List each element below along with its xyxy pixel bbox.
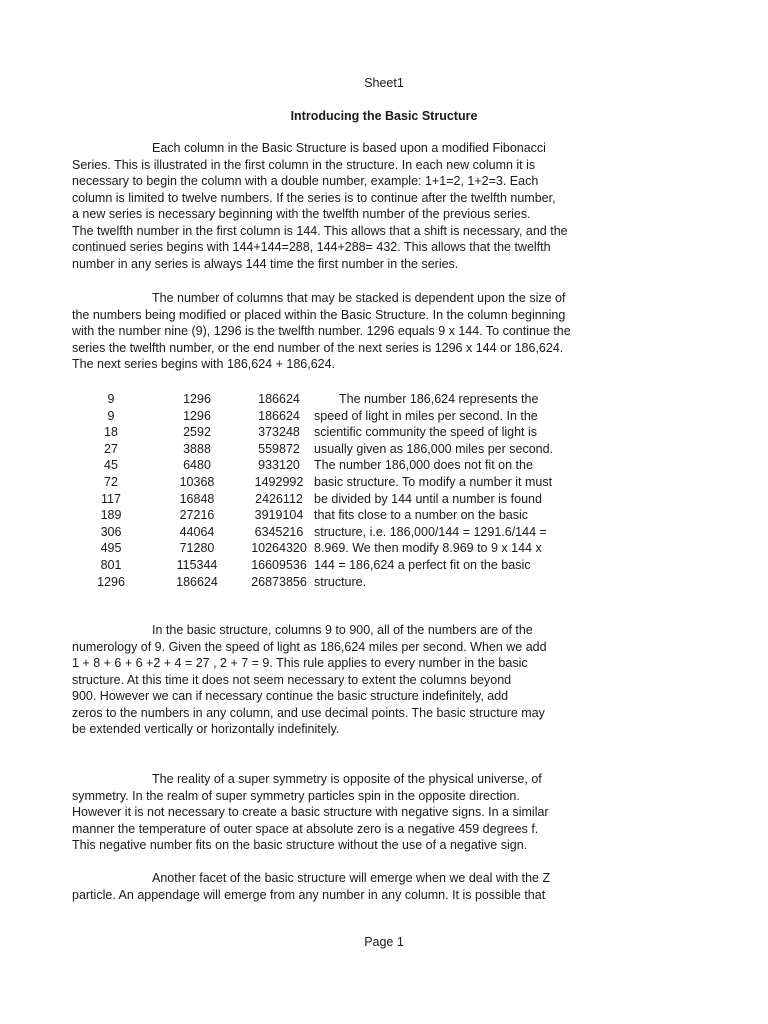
text-line: numerology of 9. Given the speed of light as 186,624 miles per second. When we add <box>72 639 547 654</box>
note-line: speed of light in miles per second. In the <box>314 408 538 423</box>
text-line: zeros to the numbers in any column, and use decimal points. The basic structure may <box>72 705 545 720</box>
table-cell: 45 <box>104 458 118 473</box>
sheet-label: Sheet1 <box>364 76 404 90</box>
text-line: necessary to begin the column with a double number, example: 1+1=2, 1+2=3. Each <box>72 174 539 188</box>
table-cell: 10264320 <box>251 541 307 556</box>
table-cell: 27216 <box>179 508 215 523</box>
text-line: In the basic structure, columns 9 to 900, all of the numbers are of the <box>152 623 533 637</box>
table-cell: 559872 <box>258 441 300 456</box>
text-line: However it is not necessary to create a basic structure with negative signs. In a similar <box>72 805 549 819</box>
note-line: structure. <box>314 574 367 589</box>
table-cell: 71280 <box>179 541 215 556</box>
text-line: 1 + 8 + 6 + 6 +2 + 4 = 27 , 2 + 7 = 9. This rule applies to every number in the basic <box>72 656 528 670</box>
text-line: particle. An appendage will emerge from any number in any column. It is possible that <box>72 887 546 902</box>
note-line: The number 186,624 represents the <box>339 392 539 406</box>
paragraph-numerology <box>72 622 602 738</box>
table-cell: 2426112 <box>255 491 303 506</box>
page-number: Page 1 <box>364 935 404 949</box>
text-line: with the number nine (9), 1296 is the twelfth number. 1296 equals 9 x 144. To continue the <box>72 324 571 338</box>
table-cell: 117 <box>101 491 121 506</box>
table-cell: 186624 <box>258 408 300 423</box>
table-cell: 6480 <box>183 458 211 473</box>
note-line: 144 = 186,624 a perfect fit on the basic <box>314 557 531 572</box>
table-cell: 44064 <box>179 524 215 539</box>
text-line: a new series is necessary beginning with the twelfth number of the previous series. <box>72 207 531 221</box>
text-line: column is limited to twelve numbers. If the series is to continue after the twelfth number, <box>72 190 556 205</box>
text-line: the numbers being modified or placed within the Basic Structure. In the column beginning <box>72 307 566 322</box>
table-cell: 3888 <box>183 441 211 456</box>
paragraph-fibonacci-intro <box>72 140 602 272</box>
text-line: Another facet of the basic structure will emerge when we deal with the Z <box>152 871 551 885</box>
text-line: The twelfth number in the first column is 144. This allows that a shift is necessary, and the <box>72 223 568 238</box>
table-cell: 186624 <box>176 574 218 589</box>
table-cell: 26873856 <box>251 574 307 589</box>
note-line: usually given as 186,000 miles per second. <box>314 441 554 456</box>
table-cell: 373248 <box>258 425 300 440</box>
note-line: 8.969. We then modify 8.969 to 9 x 144 x <box>314 541 542 556</box>
table-cell: 1492992 <box>254 474 304 489</box>
table-cell: 9 <box>107 408 115 423</box>
table-cell: 801 <box>100 557 122 572</box>
note-line: structure, i.e. 186,000/144 = 1291.6/144 = <box>314 524 547 539</box>
text-line: The next series begins with 186,624 + 186,624. <box>72 357 336 371</box>
note-line: be divided by 144 until a number is found <box>314 491 542 506</box>
text-line: number in any series is always 144 time the first number in the series. <box>72 256 459 271</box>
text-line: Series. This is illustrated in the first column in the structure. In each new column it is <box>72 157 536 172</box>
table-cell: 495 <box>100 541 122 556</box>
table-cell: 306 <box>100 524 122 539</box>
table-cell: 189 <box>100 508 122 523</box>
text-line: manner the temperature of outer space at absolute zero is a negative 459 degrees f. <box>72 821 539 836</box>
note-line: The number 186,000 does not fit on the <box>314 458 533 473</box>
table-cell: 27 <box>104 441 118 456</box>
speed-of-light-note <box>314 391 574 590</box>
table-cell: 115344 <box>176 557 218 572</box>
note-line: basic structure. To modify a number it must <box>314 474 553 489</box>
text-line: be extended vertically or horizontally indefinitely. <box>72 722 340 736</box>
text-line: structure. At this time it does not seem necessary to extent the columns beyond <box>72 672 512 687</box>
table-cell: 3919104 <box>254 508 304 523</box>
table-cell: 16609536 <box>251 557 307 572</box>
paragraph-columns-stacked <box>72 290 602 373</box>
text-line: Each column in the Basic Structure is based upon a modified Fibonacci <box>152 141 546 155</box>
table-cell: 9 <box>107 392 115 406</box>
table-cell: 18 <box>104 425 118 440</box>
text-line: The number of columns that may be stacked is dependent upon the size of <box>152 291 566 305</box>
paragraph-z-particle <box>72 870 602 903</box>
paragraph-super-symmetry <box>72 771 602 854</box>
text-line: continued series begins with 144+144=288, 144+288= 432. This allows that the twelfth <box>72 240 551 254</box>
text-line: symmetry. In the realm of super symmetry particles spin in the opposite direction. <box>72 788 520 803</box>
document-title: Introducing the Basic Structure <box>290 109 478 123</box>
table-cell: 1296 <box>183 392 211 406</box>
table-cell: 186624 <box>258 392 300 406</box>
table-cell: 6345216 <box>254 524 304 539</box>
table-cell: 2592 <box>183 425 211 440</box>
text-line: The reality of a super symmetry is opposite of the physical universe, of <box>152 772 542 786</box>
text-line: This negative number fits on the basic structure without the use of a negative sign. <box>72 838 528 852</box>
text-line: series the twelfth number, or the end number of the next series is 1296 x 144 or 186,624. <box>72 340 564 355</box>
table-cell: 933120 <box>258 458 300 473</box>
text-line: 900. However we can if necessary continue the basic structure indefinitely, add <box>72 689 509 703</box>
note-line: that fits close to a number on the basic <box>314 508 529 523</box>
table-cell: 72 <box>104 474 118 489</box>
table-cell: 1296 <box>183 408 211 423</box>
table-cell: 16848 <box>179 491 215 506</box>
table-cell: 1296 <box>97 574 125 589</box>
table-cell: 10368 <box>179 474 215 489</box>
note-line: scientific community the speed of light is <box>314 425 538 440</box>
